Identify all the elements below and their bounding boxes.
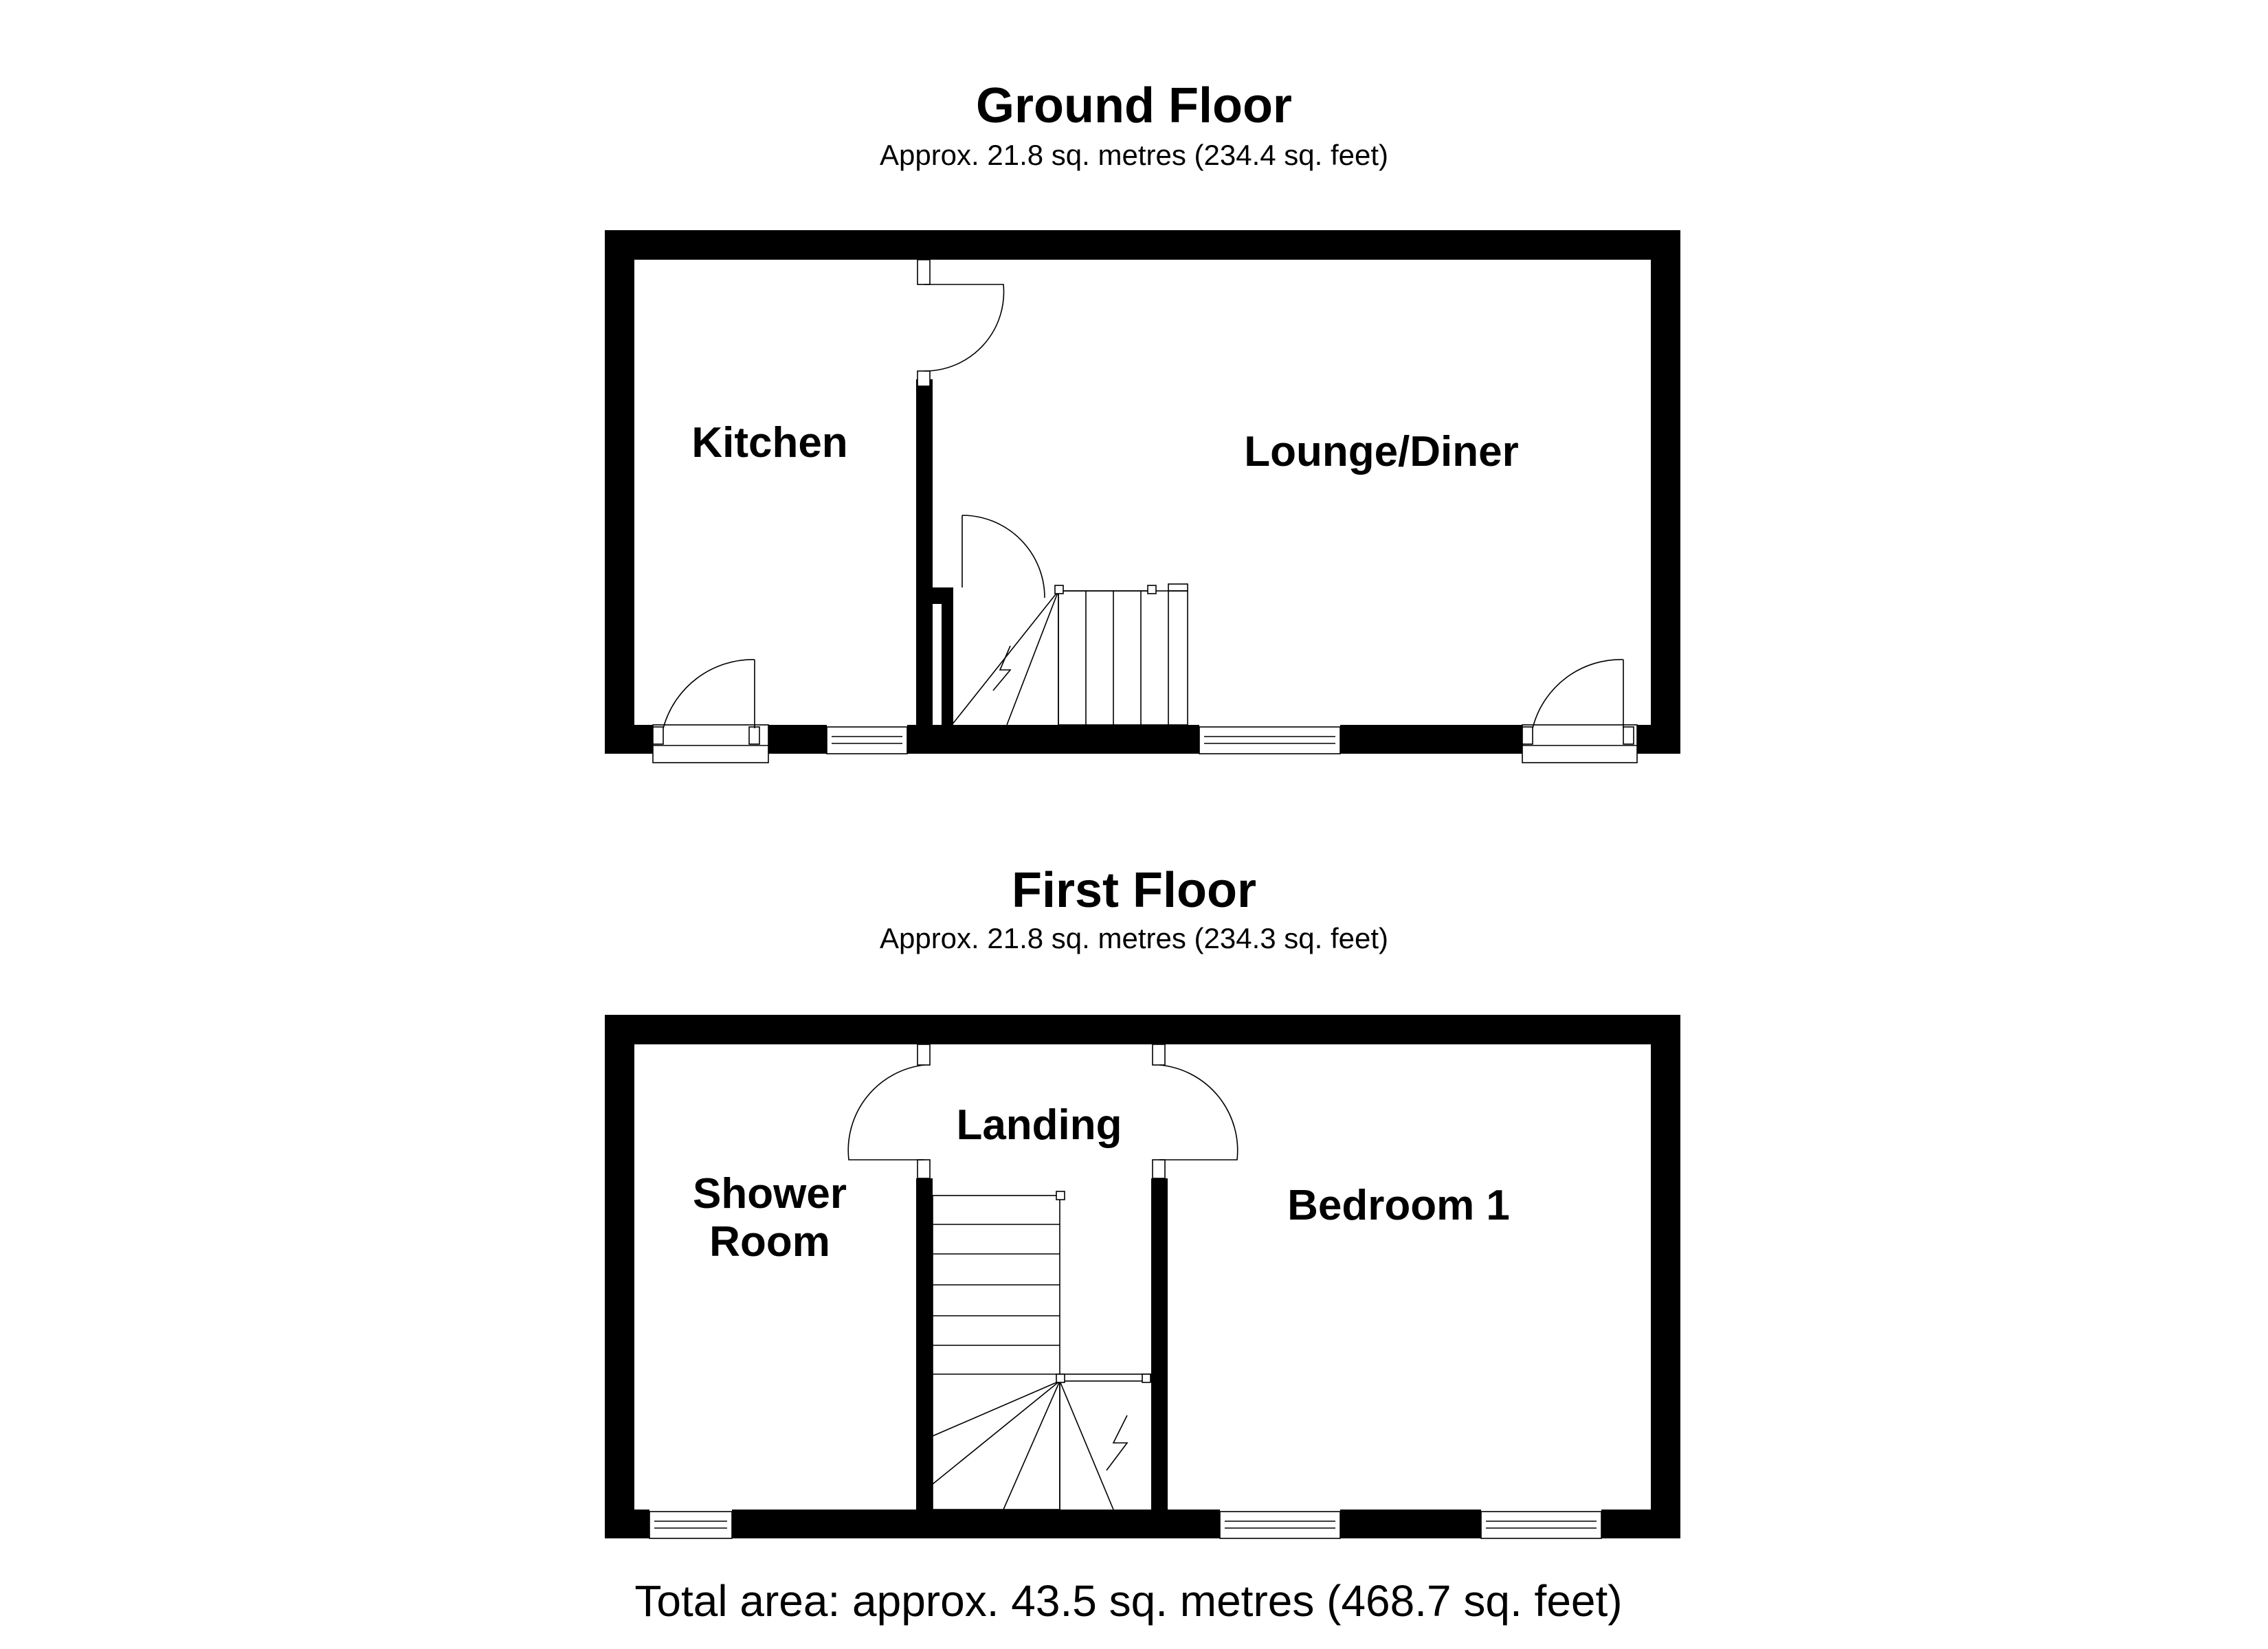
first-post-1 [918,1044,930,1065]
kitchen-window [827,727,907,754]
understair-door [962,515,1045,598]
lounge-external-door [1522,660,1637,763]
first-floor-plan [605,1015,1680,1538]
ground-right-wall [1651,230,1680,754]
room-label-shower-room-line2: Room [709,1218,830,1266]
ground-stairs [952,584,1188,725]
bedroom-window-1 [1220,1512,1340,1538]
ground-door-post-bottom [918,371,930,386]
first-post-3 [1153,1044,1165,1065]
first-post-2 [918,1160,930,1178]
total-area: Total area: approx. 43.5 sq. metres (468.7 sq. feet) [634,1576,1623,1626]
ground-floor-plan [605,230,1680,763]
ground-left-wall [605,230,634,754]
ground-bottom-wall-4 [1340,725,1522,754]
ground-floor-title: Ground Floor [976,78,1292,133]
ground-bottom-wall-1 [605,725,653,754]
shower-room-door [848,1065,924,1160]
first-floor-area: Approx. 21.8 sq. metres (234.3 sq. feet) [879,922,1389,954]
ground-bottom-wall-2 [768,725,827,754]
ground-top-wall [605,230,1680,260]
kitchen-lounge-door [924,284,1004,371]
shower-room-window [649,1512,732,1538]
first-top-wall [605,1015,1680,1044]
first-left-wall [605,1015,634,1538]
ground-bottom-wall-3 [907,725,1199,754]
room-label-bedroom-1: Bedroom 1 [1287,1182,1510,1229]
room-label-lounge-diner: Lounge/Diner [1244,428,1519,475]
room-label-shower-room-line1: Shower [693,1170,847,1218]
room-label-kitchen: Kitchen [691,419,848,467]
first-floor-title: First Floor [1012,863,1256,918]
bedroom-door [1159,1065,1238,1160]
first-bottom-wall-1 [605,1510,649,1538]
ground-door-post-top [918,260,930,284]
ground-understair-wall [942,587,953,725]
ground-bottom-wall-5 [1637,725,1680,754]
ground-internal-wall [916,379,933,725]
first-internal-wall-right [1151,1178,1168,1510]
room-label-landing: Landing [956,1101,1122,1149]
bedroom-window-2 [1481,1512,1601,1538]
first-stairs [933,1191,1151,1510]
ground-floor-area: Approx. 21.8 sq. metres (234.4 sq. feet) [879,139,1389,171]
first-post-4 [1153,1160,1165,1178]
lounge-window [1199,727,1340,754]
first-internal-wall-left [916,1178,933,1510]
first-bottom-wall-2 [732,1510,1220,1538]
kitchen-external-door [653,660,768,763]
first-right-wall [1651,1015,1680,1538]
first-bottom-wall-4 [1601,1510,1680,1538]
first-bottom-wall-3 [1340,1510,1481,1538]
